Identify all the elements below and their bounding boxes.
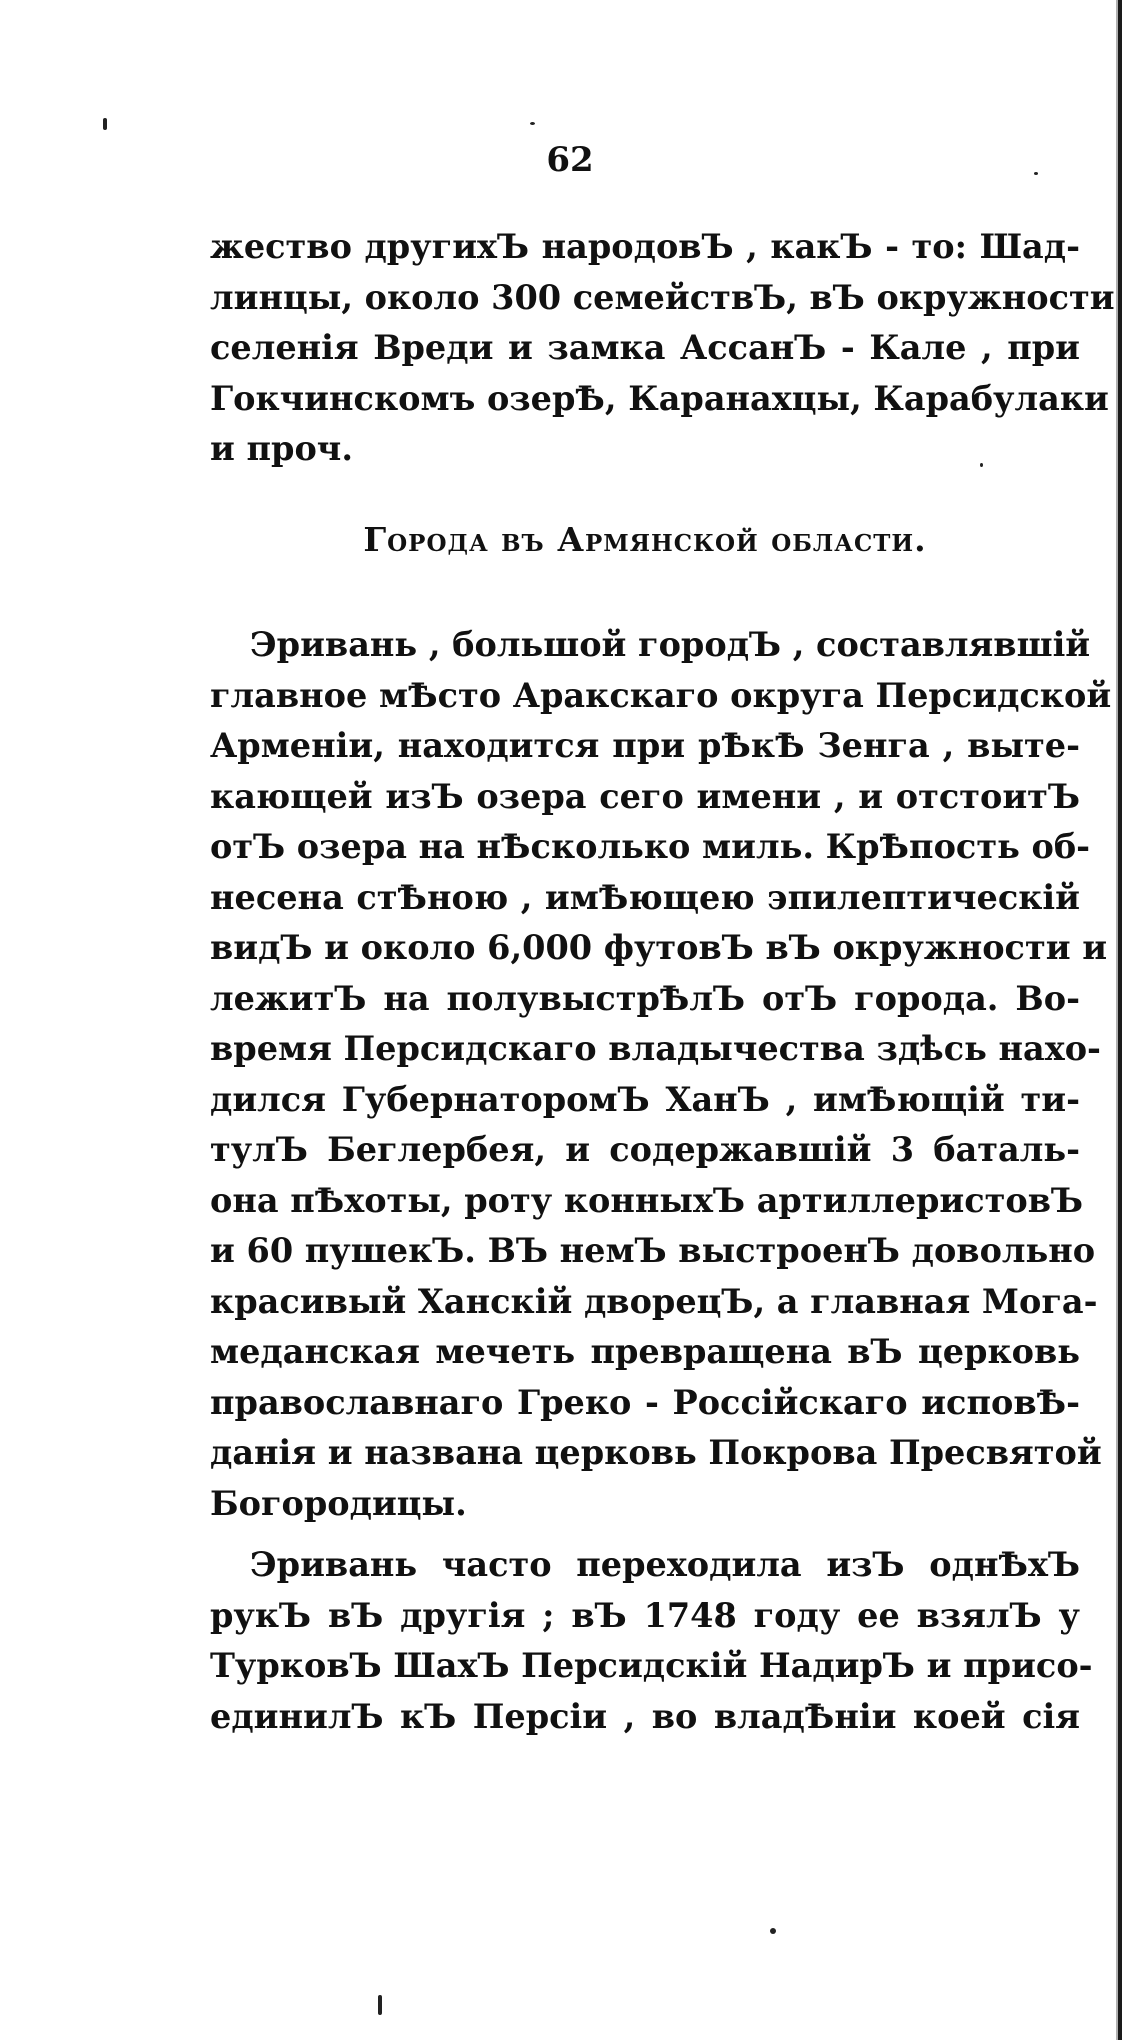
paragraph-erivan-history [210, 1540, 1093, 1742]
text-line: красивый Ханскій дворецЪ, а главная Мога- [210, 1281, 1098, 1321]
scan-speck [103, 118, 107, 130]
scan-speck [378, 1995, 382, 2015]
text-line: единилЪ кЪ Персіи , во владѢніи коей сія [210, 1696, 1080, 1736]
text-line: видЪ и около 6,000 футовЪ вЪ окружности и [210, 928, 1108, 967]
text-line: тулЪ Беглербея, и содержавшій 3 баталь- [210, 1130, 1080, 1169]
scan-speck [530, 122, 535, 125]
text-line: и проч. [210, 429, 353, 468]
text-line: Гокчинскомъ озерѢ, Каранахцы, Карабулаки [210, 378, 1109, 418]
text-line: она пѢхоты, роту конныхЪ артиллеристовЪ [210, 1180, 1084, 1220]
text-line: селенія Вреди и замка АссанЪ - Кале , при [210, 328, 1080, 367]
scan-speck [770, 1928, 776, 1934]
text-line: Эривань , большой городЪ , составлявшій [250, 625, 1091, 664]
text-line: Эривань часто переходила изЪ однѢхЪ [250, 1545, 1080, 1584]
text-line: данія и названа церковь Покрова Пресвятой [210, 1433, 1102, 1472]
text-line: кающей изЪ озера сего имени , и отстоитЪ [210, 776, 1080, 816]
text-line: ТурковЪ ШахЪ Персидскій НадирЪ и присо- [210, 1646, 1093, 1685]
text-line: главное мѢсто Аракскаго округа Персидской [210, 675, 1112, 715]
text-line: время Персидскаго владычества здѣсь нахо- [210, 1029, 1101, 1068]
text-line: меданская мечеть превращена вЪ церковь [210, 1332, 1080, 1371]
text-line: жество другихЪ народовЪ , какЪ - то: Шад- [210, 227, 1080, 266]
text-line: отЪ озера на нѢсколько миль. КрѢпость об- [210, 827, 1091, 866]
paragraph-continuation [210, 222, 1115, 475]
text-line: Арменіи, находится при рѢкѢ Зенга , выте- [210, 726, 1080, 765]
text-line: несена стѢною , имѢющею эпилептическій [210, 877, 1080, 917]
section-heading: Города въ Армянской области. [363, 520, 927, 559]
text-line: православнаго Греко - Россійскаго исповѢ- [210, 1382, 1080, 1422]
text-line: и 60 пушекЪ. ВЪ немЪ выстроенЪ довольно [210, 1231, 1096, 1270]
page-number: 62 [546, 140, 594, 180]
paragraph-erivan [210, 620, 1112, 1529]
text-line: Богородицы. [210, 1483, 467, 1523]
text-line: лежитЪ на полувыстрѢлЪ отЪ города. Во- [210, 978, 1080, 1018]
text-line: линцы, около 300 семействЪ, вЪ окружности [210, 277, 1115, 317]
text-line: дился ГубернаторомЪ ХанЪ , имѢющій ти- [210, 1079, 1080, 1119]
text-line: рукЪ вЪ другія ; вЪ 1748 году ее взялЪ у [210, 1595, 1080, 1635]
page-edge [1118, 0, 1122, 2040]
